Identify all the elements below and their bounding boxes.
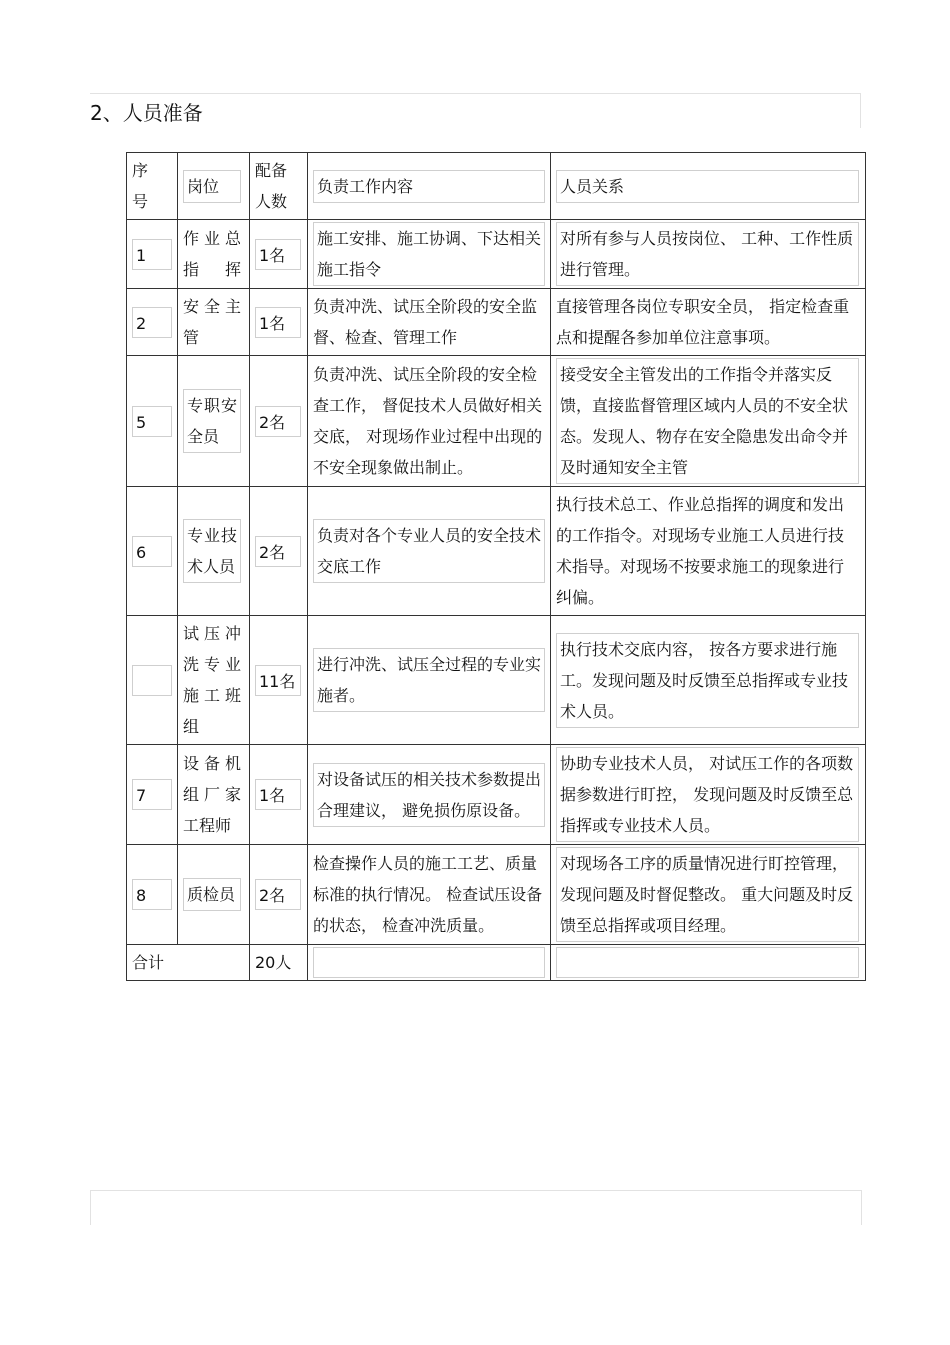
total-relation-empty [556, 947, 859, 978]
row-no: 5 [132, 406, 172, 437]
header-cell-position [178, 153, 250, 220]
page-frame-bottom [90, 1190, 862, 1225]
row-relation: 接受安全主管发出的工作指令并落实反馈，直接监督管理区域内人员的不安全状态。发现人、物存在安全隐患发出命令并及时通知安全主管 [556, 358, 859, 484]
total-duty-empty [313, 947, 545, 978]
row-position: 试压冲洗专业施工班组 [183, 624, 241, 736]
header-position: 岗位 [183, 170, 241, 203]
row-no: 7 [132, 779, 172, 810]
row-relation: 对现场各工序的质量情况进行盯控管理，发现问题及时督促整改。 重大问题及时反馈至总指挥或项目经理。 [556, 847, 859, 942]
table-row [127, 845, 866, 945]
row-duty: 施工安排、施工协调、下达相关施工指令 [313, 222, 545, 286]
header-cell-relation [551, 153, 866, 220]
row-relation: 执行技术总工、作业总指挥的调度和发出的工作指令。对现场专业施工人员进行技术指导。对现场不按要求施工的现象进行纠偏。 [556, 495, 845, 607]
row-count: 1名 [255, 779, 301, 810]
row-no: 6 [132, 536, 172, 567]
row-position: 质检员 [183, 878, 241, 911]
total-count: 20人 [255, 953, 292, 972]
table-row [127, 745, 866, 845]
table-row [127, 487, 866, 616]
table-row [127, 289, 866, 356]
section-heading: 2、人员准备 [90, 101, 203, 125]
total-label: 合计 [132, 953, 165, 972]
row-count: 11名 [255, 665, 301, 696]
row-relation: 直接管理各岗位专职安全员， 指定检查重点和提醒各参加单位注意事项。 [556, 297, 850, 347]
table-row [127, 220, 866, 289]
row-count: 1名 [255, 307, 301, 338]
header-cell-no [127, 153, 178, 220]
row-relation: 对所有参与人员按岗位、 工种、工作性质进行管理。 [556, 222, 859, 286]
table-header-row [127, 153, 866, 220]
table-row [127, 616, 866, 745]
header-cell-duty [308, 153, 551, 220]
header-relation: 人员关系 [556, 170, 859, 203]
table-row [127, 356, 866, 487]
row-duty: 检查操作人员的施工工艺、质量标准的执行情况。 检查试压设备的状态， 检查冲洗质量。 [313, 854, 543, 935]
row-duty: 负责冲洗、试压全阶段的安全监督、检查、管理工作 [313, 297, 538, 347]
header-no: 序号 [132, 161, 149, 211]
row-duty: 进行冲洗、试压全过程的专业实施者。 [313, 648, 545, 712]
row-no: 8 [132, 879, 172, 910]
row-duty: 负责对各个专业人员的安全技术交底工作 [313, 519, 545, 583]
row-position: 作业总指挥 [183, 229, 241, 279]
row-position: 专业技术人员 [183, 519, 241, 583]
table-total-row [127, 945, 866, 981]
row-count: 2名 [255, 536, 301, 567]
page-frame-top [90, 93, 861, 128]
row-count: 2名 [255, 879, 301, 910]
row-duty: 负责冲洗、试压全阶段的安全检查工作， 督促技术人员做好相关交底， 对现场作业过程中出现的不安全现象做出制止。 [313, 365, 543, 477]
row-count: 1名 [255, 239, 301, 270]
row-duty: 对设备试压的相关技术参数提出合理建议， 避免损伤原设备。 [313, 763, 545, 827]
header-duty: 负责工作内容 [313, 170, 545, 203]
row-no: 2 [132, 307, 172, 338]
row-relation: 协助专业技术人员， 对试压工作的各项数据参数进行盯控， 发现问题及时反馈至总指挥或专业技术人员。 [556, 747, 859, 842]
staffing-table [126, 152, 866, 981]
row-no [132, 665, 172, 696]
row-position: 专职安全员 [183, 389, 241, 453]
row-relation: 执行技术交底内容， 按各方要求进行施工。发现问题及时反馈至总指挥或专业技术人员。 [556, 633, 859, 728]
row-position: 设备机组厂家工程师 [183, 754, 241, 835]
row-count: 2名 [255, 406, 301, 437]
header-count: 配备人数 [255, 161, 288, 211]
row-no: 1 [132, 239, 172, 270]
row-position: 安全主管 [183, 297, 241, 347]
header-cell-count [250, 153, 308, 220]
